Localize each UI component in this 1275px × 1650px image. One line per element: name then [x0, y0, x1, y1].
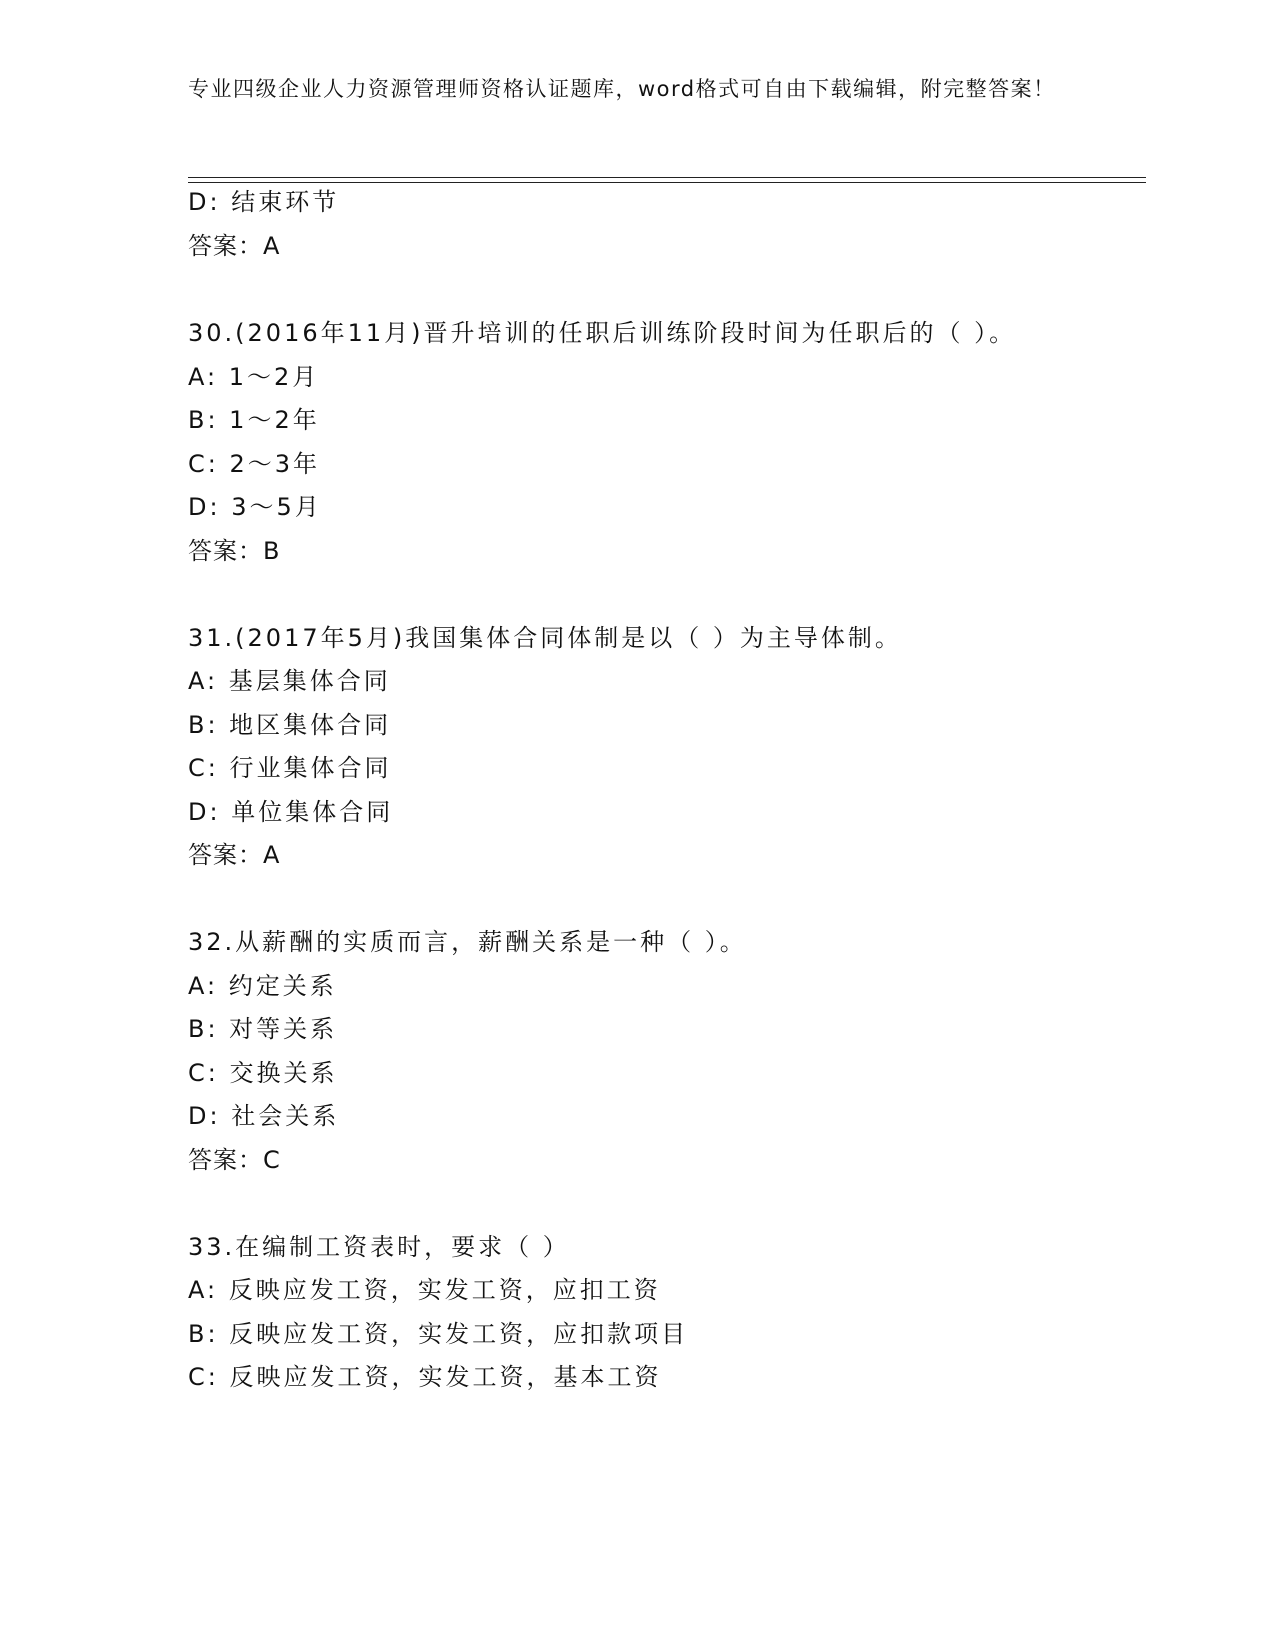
answer-q32: 答案：C — [188, 1146, 281, 1174]
option-c-q33: C: 反映应发工资，实发工资，基本工资 — [188, 1363, 662, 1391]
option-d-q32: D: 社会关系 — [188, 1102, 340, 1130]
answer-q29: 答案：A — [188, 232, 281, 260]
option-c-q31: C: 行业集体合同 — [188, 754, 392, 782]
header-divider-bottom — [188, 182, 1146, 183]
header-divider-top — [188, 177, 1146, 178]
option-b-q30: B: 1～2年 — [188, 406, 320, 434]
question-31: 31.(2017年5月)我国集体合同体制是以（ ）为主导体制。 — [188, 624, 902, 652]
page-header-text: 专业四级企业人力资源管理师资格认证题库，word格式可自由下载编辑，附完整答案！ — [188, 77, 1056, 101]
option-d-q30: D: 3～5月 — [188, 493, 322, 521]
option-a-q33: A: 反映应发工资，实发工资，应扣工资 — [188, 1276, 661, 1304]
option-a-q31: A: 基层集体合同 — [188, 667, 391, 695]
question-32: 32.从薪酬的实质而言，薪酬关系是一种（ ）。 — [188, 928, 747, 956]
question-33: 33.在编制工资表时，要求（ ） — [188, 1233, 570, 1261]
option-a-q30: A: 1～2月 — [188, 363, 320, 391]
option-b-q31: B: 地区集体合同 — [188, 711, 392, 739]
option-b-q33: B: 反映应发工资，实发工资，应扣款项目 — [188, 1320, 689, 1348]
option-a-q32: A: 约定关系 — [188, 972, 337, 1000]
question-30: 30.(2016年11月)晋升培训的任职后训练阶段时间为任职后的（ ）。 — [188, 319, 1017, 347]
option-c-q32: C: 交换关系 — [188, 1059, 338, 1087]
answer-q31: 答案：A — [188, 841, 281, 869]
option-d-q29: D: 结束环节 — [188, 188, 340, 216]
option-b-q32: B: 对等关系 — [188, 1015, 338, 1043]
answer-q30: 答案：B — [188, 537, 281, 565]
option-c-q30: C: 2～3年 — [188, 450, 321, 478]
option-d-q31: D: 单位集体合同 — [188, 798, 394, 826]
